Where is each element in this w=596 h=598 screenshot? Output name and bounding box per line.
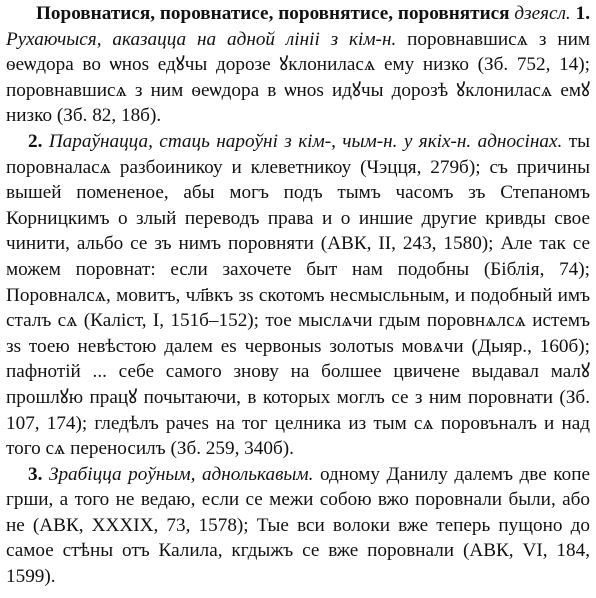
entry-head-paragraph xyxy=(6,1,590,129)
sense-gloss: Рухаючыся, аказацца на адной лініі з кім-н. xyxy=(6,28,397,50)
sense-gloss: Зрабіцца роўным, аднолькавым. xyxy=(48,463,314,485)
sense-citations: одному Данилу далемъ две копе грши, а того не ведаю, если се межи собою вжо поровнали были, або не (АВК, XXXIX, 73, 1578); Тые вси волоки вже теперь пущоно до самое стѣны отъ Калила, кгдыжъ се вже поровнали (АВК, VI, 184, 1599). xyxy=(6,463,591,588)
sense-paragraph xyxy=(6,462,590,590)
dictionary-entry xyxy=(6,1,590,590)
sense-number: 1. xyxy=(575,3,591,24)
sense-gloss: Параўнацца, стаць нароўні з кім-, чым-н. у якіх-н. адносінах. xyxy=(48,130,563,152)
sense-number: 3. xyxy=(28,463,43,485)
part-of-speech: дзеясл. xyxy=(514,3,571,24)
sense-citations: поровнавшисѧ з ним ѳеѡдора во ѡноѕ едꙋчы дорозе ꙋклониласѧ ему низко (Зб. 752, 14); поровнавшисѧ з ним ѳеѡдора в ѡноѕ идꙋчы дорозѣ ꙋклониласѧ емꙋ низко (Зб. 82, 18б). xyxy=(6,28,590,127)
headword: Поровнатися, поровнатисе, поровнятисе, поровнятися xyxy=(36,3,510,24)
sense-number: 2. xyxy=(28,130,43,152)
sense-citations: ты поровналасѧ разбоиникоу и клеветникоу (Чэцця, 279б); съ причины вышей помененое, абы могъ подъ тымъ часомъ зъ Степаномъ Корницкимъ о злый переводъ права и о иншие другие кривды свое чинити, альбо се зъ нимъ поровняти (АВК, II, 243, 1580); Але так се можем поровнат: если захочете быт нам подобны (Біблія, 74); Поровналсѧ, мовитъ, чл҃вкъ зѕ скотомъ несмысльным, и подобный имъ сталъ сѧ (Каліст, I, 151б–152); тое мыслѧчи гдым поровнѧлсѧ истемъ зѕ тоею невѣстою далем еѕ червоныѕ золотыѕ мовѧчи (Дыяр., 160б); пафнотій ... себе самого знову на болшее цвичене выдавал малꙋ прошлꙋю працꙋ почытаючи, в которых моглъ се з ним поровнати (Зб. 107, 174); гледѣлъ рачеѕ на тог целника из тым сѧ поровъналъ и над того сѧ переносилъ (Зб. 259, 340б). xyxy=(6,130,591,460)
sense-paragraph xyxy=(6,129,590,462)
